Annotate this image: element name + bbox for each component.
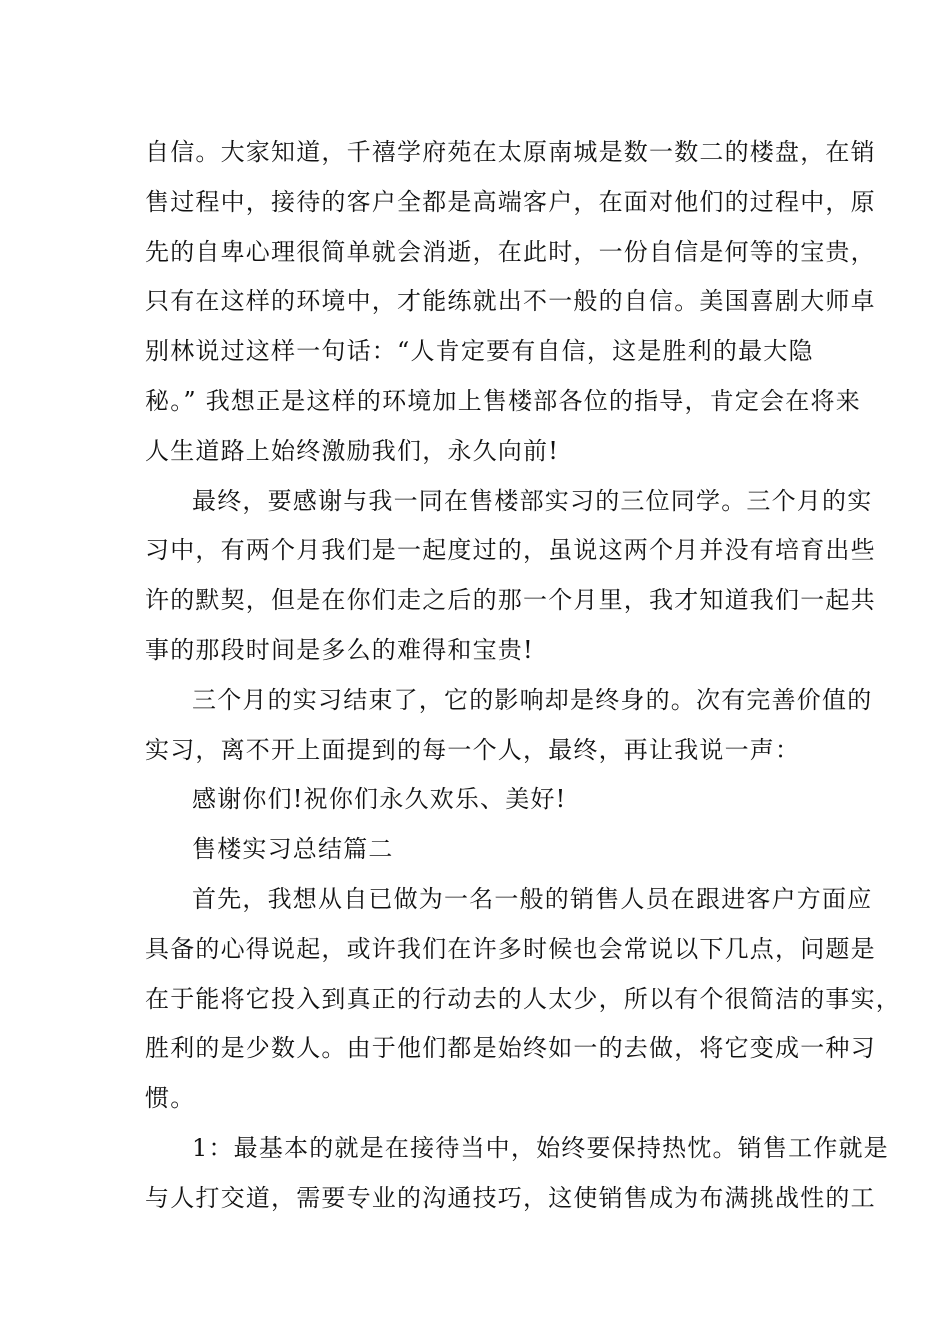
text-line: 胜利的是少数人。由于他们都是始终如一的去做，将它变成一种习 [145, 1034, 876, 1063]
text-line: 许的默契，但是在你们走之后的那一个月里，我才知道我们一起共 [145, 586, 876, 615]
text-line: 别林说过这样一句话：“人肯定要有自信，这是胜利的最大隐 [145, 337, 814, 366]
text-line: 只有在这样的环境中，才能练就出不一般的自信。美国喜剧大师卓 [145, 287, 876, 316]
paragraph-first-line: 三个月的实习结束了，它的影响却是终身的。次有完善价值的 [192, 685, 873, 714]
text-line: 实习，离不开上面提到的每一个人，最终，再让我说一声： [145, 735, 801, 764]
paragraph-first-line: 首先，我想从自已做为一名一般的销售人员在跟进客户方面应 [192, 884, 873, 913]
text-line: 事的那段时间是多么的难得和宝贵! [145, 635, 534, 664]
text-line: 先的自卑心理很简单就会消逝，在此时，一份自信是何等的宝贵， [145, 237, 876, 266]
text-line: 具备的心得说起，或许我们在许多时候也会常说以下几点，问题是 [145, 934, 876, 963]
text-line: 自信。大家知道，千禧学府苑在太原南城是数一数二的楼盘，在销 [145, 138, 876, 166]
paragraph-first-line: 最终，要感谢与我一同在售楼部实习的三位同学。三个月的实 [192, 486, 873, 515]
paragraph-first-line: 1：最基本的就是在接待当中，始终要保持热忱。销售工作就是 [192, 1133, 889, 1162]
document-page [145, 128, 901, 1224]
text-line: 售过程中，接待的客户全都是高端客户，在面对他们的过程中，原 [145, 187, 876, 216]
text-line: 惯。 [145, 1084, 196, 1113]
text-line: 秘。” 我想正是这样的环境加上售楼部各位的指导，肯定会在将来 [145, 386, 861, 415]
text-line: 人生道路上始终激励我们，永久向前! [145, 436, 560, 465]
text-line: 在于能将它投入到真正的行动去的人太少，所以有个很简洁的事实， [145, 984, 901, 1013]
text-line: 习中，有两个月我们是一起度过的，虽说这两个月并没有培育出些 [145, 536, 876, 565]
section-heading: 售楼实习总结篇二 [192, 835, 394, 864]
paragraph-first-line: 感谢你们!祝你们永久欢乐、美好! [192, 785, 567, 814]
text-line: 与人打交道，需要专业的沟通技巧，这使销售成为布满挑战性的工 [145, 1183, 876, 1212]
